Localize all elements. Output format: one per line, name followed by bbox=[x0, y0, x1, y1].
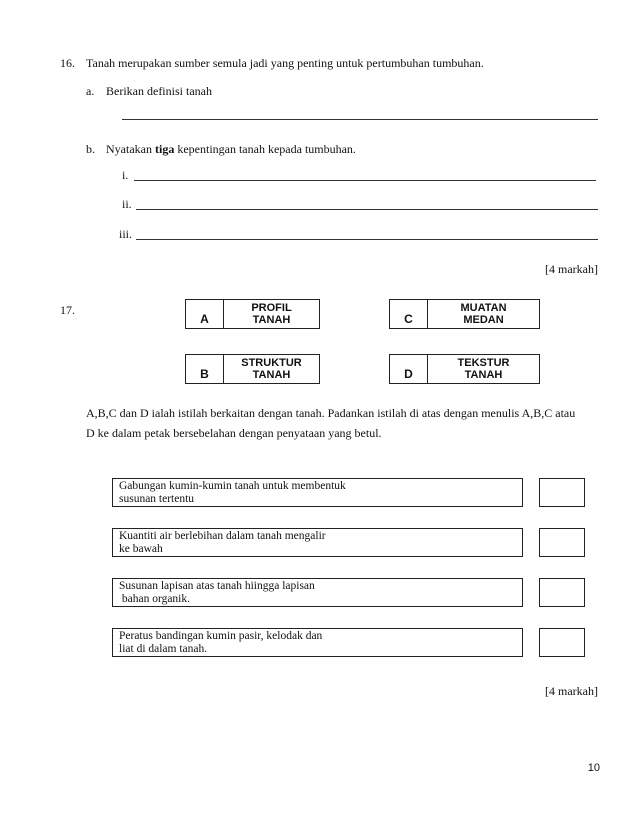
q16b-roman-i: i. bbox=[122, 168, 129, 182]
term-box-d bbox=[389, 354, 540, 384]
answer-box-2[interactable] bbox=[539, 528, 585, 557]
q16a-label: a. bbox=[86, 84, 95, 98]
statement-4-line1: Peratus bandingan kumin pasir, kelodak dan bbox=[119, 630, 323, 642]
q16b-answer-line-iii[interactable] bbox=[136, 239, 598, 240]
q17-number: 17. bbox=[60, 303, 75, 317]
q16b-text-part1: Nyatakan bbox=[106, 142, 155, 156]
term-letter-a: A bbox=[186, 300, 224, 328]
q16b-answer-line-ii[interactable] bbox=[136, 209, 598, 210]
term-box-a bbox=[185, 299, 320, 329]
q16-stem: Tanah merupakan sumber semula jadi yang penting untuk pertumbuhan tumbuhan. bbox=[86, 56, 484, 70]
term-c-line2: MEDAN bbox=[463, 314, 504, 326]
term-d-line1: TEKSTUR bbox=[457, 357, 510, 369]
term-text-a bbox=[224, 300, 319, 328]
term-b-line1: STRUKTUR bbox=[241, 357, 302, 369]
q16b-label: b. bbox=[86, 142, 95, 156]
term-b-line2: TANAH bbox=[252, 369, 291, 381]
term-box-b bbox=[185, 354, 320, 384]
term-a-line2: TANAH bbox=[252, 314, 291, 326]
term-text-c bbox=[428, 300, 539, 328]
q16-number: 16. bbox=[60, 56, 75, 70]
q16b-answer-line-i[interactable] bbox=[134, 180, 596, 181]
statement-box-3 bbox=[112, 578, 523, 607]
q16b-roman-iii: iii. bbox=[119, 227, 133, 241]
statement-box-4 bbox=[112, 628, 523, 657]
statement-3-line1: Susunan lapisan atas tanah hiingga lapisan bbox=[119, 580, 315, 592]
statement-1-line1: Gabungan kumin-kumin tanah untuk membentuk bbox=[119, 480, 346, 492]
term-letter-c: C bbox=[390, 300, 428, 328]
term-text-b bbox=[224, 355, 319, 383]
answer-box-1[interactable] bbox=[539, 478, 585, 507]
term-box-c bbox=[389, 299, 540, 329]
statement-2-line2: ke bawah bbox=[119, 543, 163, 555]
q16b-text bbox=[106, 142, 356, 157]
page-number: 10 bbox=[587, 762, 600, 774]
term-c-line1: MUATAN bbox=[460, 302, 507, 314]
q16-marks: [4 markah] bbox=[545, 262, 598, 276]
q17-instruction-line2: D ke dalam petak bersebelahan dengan penyataan yang betul. bbox=[86, 426, 382, 440]
statement-3-line2: bahan organik. bbox=[119, 593, 191, 605]
q16b-text-bold: tiga bbox=[154, 142, 175, 156]
q17-instruction-line1: A,B,C dan D ialah istilah berkaitan dengan tanah. Padankan istilah di atas dengan menulis A,B,C atau bbox=[86, 406, 576, 420]
term-text-d bbox=[428, 355, 539, 383]
q17-marks: [4 markah] bbox=[545, 684, 598, 698]
answer-box-3[interactable] bbox=[539, 578, 585, 607]
q16a-text: Berikan definisi tanah bbox=[106, 84, 212, 98]
statement-2-line1: Kuantiti air berlebihan dalam tanah mengalir bbox=[119, 530, 326, 542]
term-a-line1: PROFIL bbox=[251, 302, 292, 314]
term-letter-b: B bbox=[186, 355, 224, 383]
answer-box-4[interactable] bbox=[539, 628, 585, 657]
q16b-text-part2: kepentingan tanah kepada tumbuhan. bbox=[174, 142, 356, 156]
statement-box-2 bbox=[112, 528, 523, 557]
q16b-roman-ii: ii. bbox=[122, 197, 132, 211]
q16a-answer-line[interactable] bbox=[122, 119, 598, 120]
term-d-line2: TANAH bbox=[464, 369, 503, 381]
statement-box-1 bbox=[112, 478, 523, 507]
statement-1-line2: susunan tertentu bbox=[119, 493, 195, 505]
term-letter-d: D bbox=[390, 355, 428, 383]
statement-4-line2: liat di dalam tanah. bbox=[119, 643, 208, 655]
